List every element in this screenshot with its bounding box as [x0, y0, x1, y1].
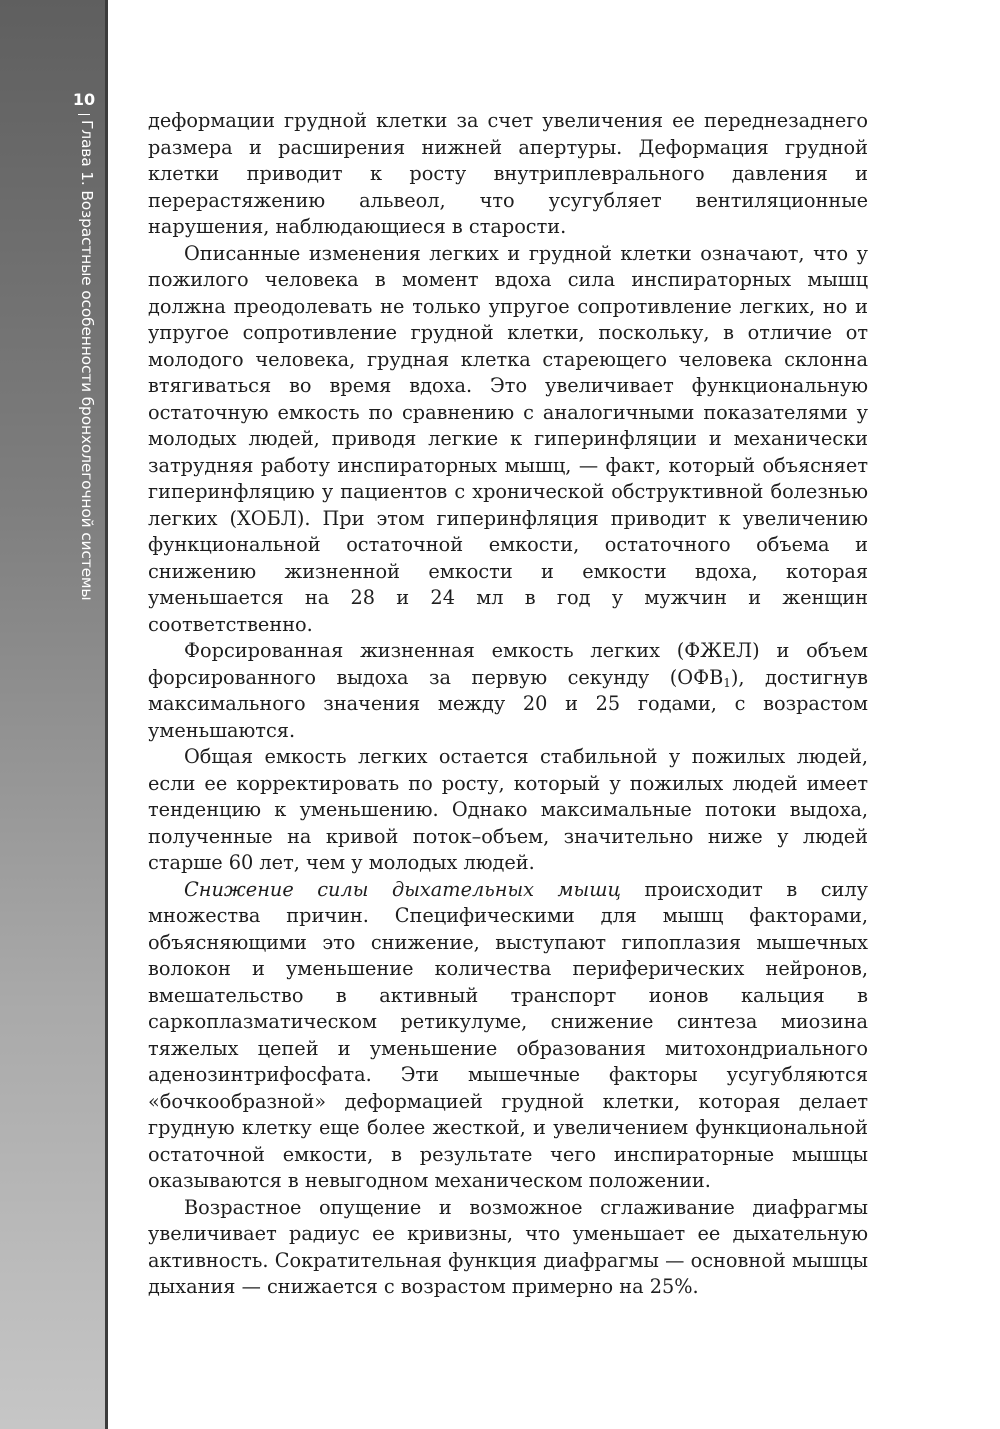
- body-text: [148, 108, 868, 1301]
- page-number: 10: [72, 90, 96, 109]
- paragraph-3-part-1: Форсированная жизненная емкость легких (ФЖЕЛ) и объем форсированного выдоха за первую секунду (ОФВ: [148, 639, 868, 689]
- paragraph-2: Описанные изменения легких и грудной клетки означают, что у пожилого человека в момент вдоха сила инспираторных мышц должна преодолевать не только упругое сопротивление легких, но и упругое сопротивление грудной клетки, поскольку, в отличие от молодого человека, грудная клетка стареющего человека склонна втягиваться во время вдоха. Это увеличивает функциональную остаточную емкость по сравнению с аналогичными показателями у молодых людей, приводя легкие к гиперинфляции и механически затрудняя работу инспираторных мышц, — факт, который объясняет гиперинфляцию у пациентов с хронической обструктивной болезнью легких (ХОБЛ). При этом гиперинфляция приводит к увеличению функциональной остаточной емкости, остаточного объема и снижению жизненной емкости и емкости вдоха, которая уменьшается на 28 и 24 мл в год у мужчин и женщин соответственно.: [148, 241, 868, 636]
- chapter-side-band: [0, 0, 108, 1429]
- paragraph-3: [148, 638, 868, 744]
- paragraph-4: Общая емкость легких остается стабильной у пожилых людей, если ее корректировать по росту, который у пожилых людей имеет тенденцию к уменьшению. Однако максимальные потоки выдоха, полученные на кривой поток–объем, значительно ниже у людей старше 60 лет, чем у молодых людей.: [148, 745, 868, 874]
- paragraph-5-italic-lead: Снижение силы дыхательных мышц: [184, 877, 621, 901]
- paragraph-5: [148, 877, 868, 1195]
- paragraph-3-part-2: ), достигнув максимального значения между 20 и 25 годами, с возрастом уменьшаются.: [148, 665, 868, 742]
- running-chapter-title: Глава 1. Возрастные особенности бронхолегочной системы: [78, 120, 96, 601]
- page-number-rule: [78, 114, 90, 115]
- paragraph-6: Возрастное опущение и возможное сглаживание диафрагмы увеличивает радиус ее кривизны, что уменьшает ее дыхательную активность. Сократительная функция диафрагмы — основной мышцы дыхания — снижается с возрастом примерно на 25%.: [148, 1195, 868, 1298]
- paragraph-5-text: происходит в силу множества причин. Специфическими для мышц факторами, объясняющими это снижение, выступают гипоплазия мышечных волокон и уменьшение количества периферических нейронов, вмешательство в активный транспорт ионов кальция в саркоплазматическом ретикулуме, снижение синтеза миозина тяжелых цепей и уменьшение образования митохондриального аденозинтрифосфата. Эти мышечные факторы усугубляются «бочкообразной» деформацией грудной клетки, которая делает грудную клетку еще более жесткой, и увеличением функциональной остаточной емкости, в результате чего инспираторные мышцы оказываются в невыгодном механическом положении.: [148, 877, 869, 1192]
- fev1-subscript: 1: [723, 675, 731, 690]
- paragraph-1: деформации грудной клетки за счет увеличения ее переднезаднего размера и расширения нижней апертуры. Деформация грудной клетки приводит к росту внутриплеврального давления и перерастяжению альвеол, что усугубляет вентиляционные нарушения, наблюдающиеся в старости.: [148, 109, 868, 238]
